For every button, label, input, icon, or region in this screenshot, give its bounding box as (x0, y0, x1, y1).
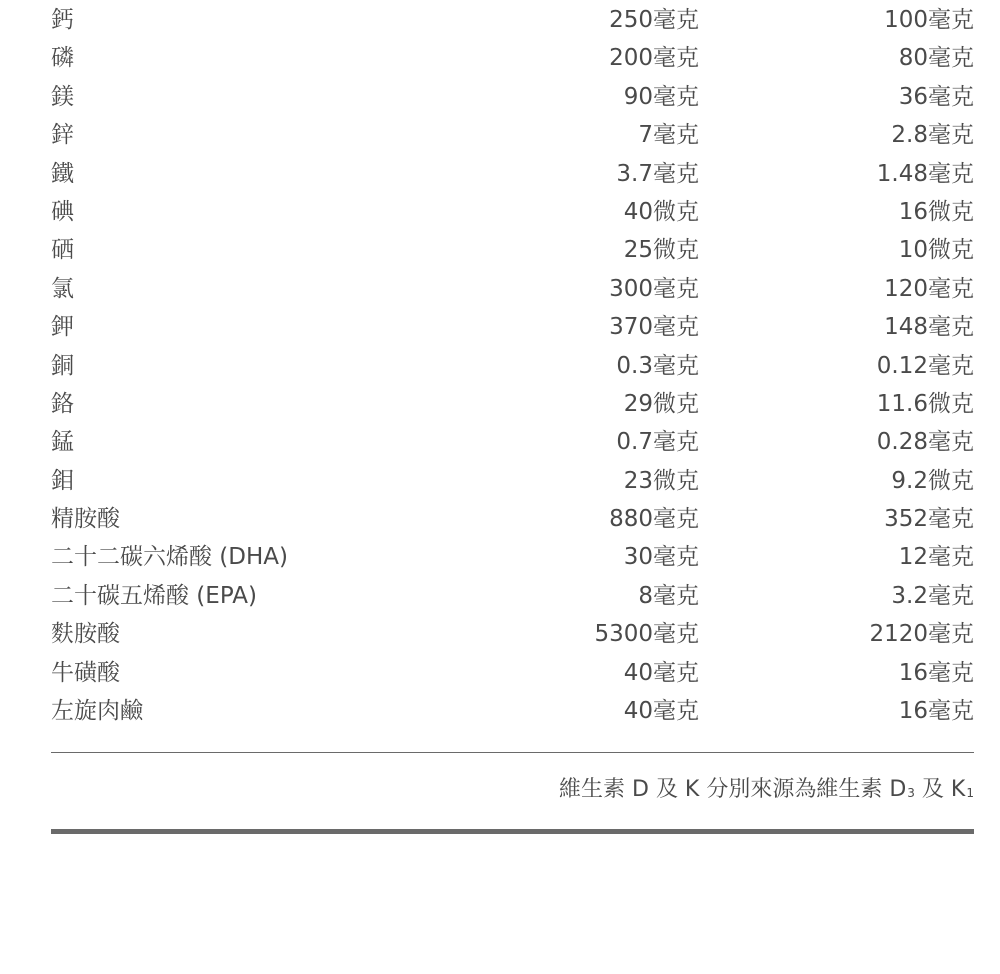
nutrient-name: 磷 (51, 45, 74, 72)
table-row (51, 347, 974, 385)
amount-per-serving-value: 16毫克 (898, 698, 974, 725)
amount-value: 300毫克 (609, 275, 699, 302)
table-row (51, 155, 974, 193)
footnote-text: 維生素 D 及 K 分別來源為維生素 D (559, 777, 907, 802)
amount-per-serving-value: 0.28毫克 (876, 429, 974, 456)
amount-value: 40毫克 (623, 698, 699, 725)
table-row (51, 270, 974, 308)
footnote-subscript-d: 3 (907, 786, 915, 800)
table-row (51, 654, 974, 692)
nutrient-name: 鉬 (51, 467, 74, 494)
table-row (51, 462, 974, 500)
nutrient-name: 鋅 (51, 122, 74, 149)
amount-value: 30毫克 (623, 544, 699, 571)
amount-per-serving-value: 1.48毫克 (876, 160, 974, 187)
nutrient-name: 氯 (51, 275, 74, 302)
table-row (51, 308, 974, 346)
table-row (51, 116, 974, 154)
nutrient-name: 麩胺酸 (51, 621, 120, 648)
amount-per-serving-value: 36毫克 (898, 83, 974, 110)
amount-per-serving-value: 9.2微克 (891, 467, 974, 494)
amount-value: 40微克 (623, 198, 699, 225)
amount-per-serving-value: 12毫克 (898, 544, 974, 571)
amount-value: 200毫克 (609, 45, 699, 72)
bottom-rule (51, 829, 974, 834)
nutrient-name: 鎂 (51, 83, 74, 110)
amount-per-serving-value: 3.2毫克 (891, 582, 974, 609)
amount-value: 0.7毫克 (616, 429, 699, 456)
nutrient-name: 二十碳五烯酸 (EPA) (51, 582, 257, 609)
table-row (51, 500, 974, 538)
nutrient-name: 硒 (51, 237, 74, 264)
table-row (51, 615, 974, 653)
nutrient-name: 左旋肉鹼 (51, 698, 143, 725)
table-row (51, 193, 974, 231)
amount-value: 8毫克 (638, 582, 699, 609)
amount-per-serving-value: 352毫克 (884, 506, 974, 533)
amount-per-serving-value: 0.12毫克 (876, 352, 974, 379)
table-row (51, 385, 974, 423)
amount-per-serving-value: 2120毫克 (869, 621, 974, 648)
amount-value: 5300毫克 (594, 621, 699, 648)
nutrient-name: 二十二碳六烯酸 (DHA) (51, 544, 288, 571)
amount-per-serving-value: 2.8毫克 (891, 122, 974, 149)
amount-value: 23微克 (623, 467, 699, 494)
amount-value: 370毫克 (609, 314, 699, 341)
nutrient-name: 鉀 (51, 314, 74, 341)
nutrient-name: 鐵 (51, 160, 74, 187)
amount-per-serving-value: 10微克 (898, 237, 974, 264)
amount-value: 250毫克 (609, 7, 699, 33)
table-row (51, 577, 974, 615)
amount-value: 40毫克 (623, 659, 699, 686)
nutrient-name: 鈣 (51, 7, 74, 33)
amount-value: 3.7毫克 (616, 160, 699, 187)
amount-per-serving-value: 16毫克 (898, 659, 974, 686)
table-row (51, 692, 974, 730)
nutrition-table (51, 1, 974, 730)
divider-line (51, 752, 974, 753)
amount-value: 7毫克 (638, 122, 699, 149)
nutrient-name: 鉻 (51, 390, 74, 417)
footnote (559, 772, 974, 811)
table-row (51, 538, 974, 576)
amount-per-serving-value: 148毫克 (884, 314, 974, 341)
nutrient-name: 牛磺酸 (51, 659, 120, 686)
amount-value: 29微克 (623, 390, 699, 417)
amount-value: 90毫克 (623, 83, 699, 110)
amount-value: 0.3毫克 (616, 352, 699, 379)
nutrient-name: 銅 (51, 352, 74, 379)
nutrient-name: 錳 (51, 429, 74, 456)
footnote-mid: 及 K (914, 777, 966, 802)
amount-per-serving-value: 120毫克 (884, 275, 974, 302)
amount-value: 880毫克 (609, 506, 699, 533)
nutrient-name: 精胺酸 (51, 506, 120, 533)
table-row (51, 39, 974, 77)
footnote-subscript-k: 1 (966, 786, 974, 800)
amount-per-serving-value: 80毫克 (898, 45, 974, 72)
table-row (51, 1, 974, 39)
nutrient-name: 碘 (51, 198, 74, 225)
table-row (51, 231, 974, 269)
amount-value: 25微克 (623, 237, 699, 264)
table-row (51, 423, 974, 461)
amount-per-serving-value: 11.6微克 (876, 390, 974, 417)
amount-per-serving-value: 100毫克 (884, 7, 974, 33)
amount-per-serving-value: 16微克 (898, 198, 974, 225)
table-row (51, 78, 974, 116)
